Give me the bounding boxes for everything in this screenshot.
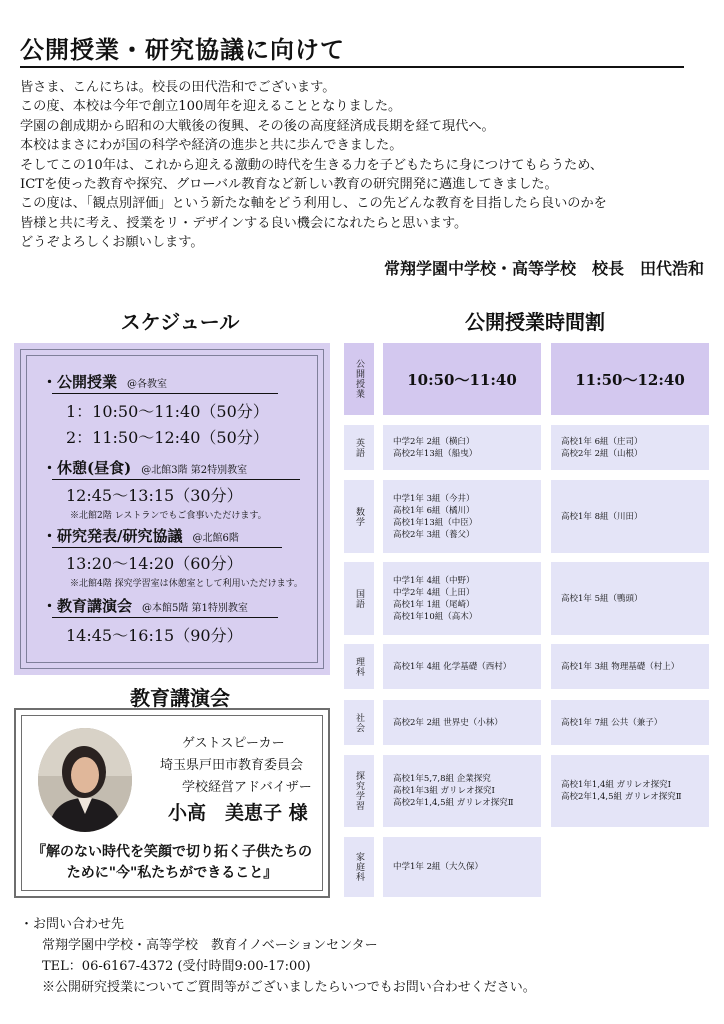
subject-science: 理科 [344,644,374,689]
section-underline [52,479,300,480]
class-entry: 高校1年1,4組 ガリレオ探究Ⅰ [561,780,671,790]
contact-phone: TEL：06-6167-4372 (受付時間9:00-17:00) [42,959,311,974]
class-entry: 高校1年 6組（橘川） [393,505,475,516]
schedule-section-lunch [42,457,247,478]
subject-math: 数学 [344,480,374,553]
timetable-slot-2: 11:50～12:40 [551,343,709,415]
class-entry: 高校2年 3組（養父） [393,529,475,540]
class-cell [551,480,709,553]
schedule-time: 12:45～13:15（30分） [66,486,243,505]
timetable-header-label: 公開授業 [344,343,374,415]
class-entry: 高校1年 3組 物理基礎（村上） [561,661,680,672]
class-entry: 高校2年1,4,5組 ガリレオ探究Ⅱ [393,798,514,808]
class-cell [551,425,709,470]
lecture-title-line: ために"今"私たちができること』 [66,865,278,881]
section-underline [52,617,278,618]
schedule-panel [14,343,330,675]
section-label: ・研究発表/研究協議 [42,527,183,545]
lecture-title [24,842,320,884]
greeting-line: 本校はまさにわが国の科学や経済の進歩と共に歩んできました。 [20,138,403,154]
speaker-photo [38,728,132,832]
schedule-heading: スケジュール [120,310,240,334]
class-entry: 高校1年 8組（川田） [561,511,643,522]
class-entry: 高校2年13組（船曳） [393,448,478,459]
class-entry: 高校1年 4組 化学基礎（西村） [393,661,512,672]
section-label: ・休憩(昼食) [42,459,132,477]
class-entry: 高校1年5,7,8組 企業探究 [393,774,491,784]
subject-inquiry: 探究学習 [344,755,374,827]
class-entry: 高校2年 2組（山根） [561,448,643,459]
timetable-heading: 公開授業時間割 [465,310,605,334]
principal-signature: 常翔学園中学校・高等学校 校長 田代浩和 [383,259,704,278]
class-entry: 高校1年13組（中臣） [393,517,478,528]
class-entry: 高校1年 7組 公共（兼子） [561,717,663,728]
speaker-role: ゲストスピーカー [182,736,285,751]
class-entry: 高校1年 5組（鴨頭） [561,593,643,604]
section-label: ・教育講演会 [42,597,133,615]
greeting-text [20,78,710,253]
class-cell [551,755,709,827]
section-location: @北館3階 第2特別教室 [141,465,248,476]
class-entry: 中学1年 4組（中野） [393,575,475,586]
class-entry: 高校1年 1組（尾崎） [393,599,475,610]
contact-note: ※公開研究授業についてご質問等がございましたらいつでもお問い合わせください。 [42,980,536,995]
class-entry: 中学2年 2組（横臼） [393,436,475,447]
speaker-organization: 埼玉県戸田市教育委員会 [160,758,304,773]
schedule-section-open-class [42,371,167,392]
schedule-note: ※北館2階 レストランでもご食事いただけます。 [70,511,267,521]
class-cell [383,644,541,689]
section-underline [52,393,278,394]
greeting-line: この度、本校は今年で創立100周年を迎えることとなりました。 [20,99,402,115]
class-entry: 高校2年1,4,5組 ガリレオ探究Ⅱ [561,792,682,802]
class-cell [551,644,709,689]
class-cell [383,700,541,745]
class-cell [383,562,541,635]
contact-info [20,914,536,998]
greeting-line: この度は、「観点別評価」という新たな軸をどう利用し、この先どんな教育を目指したら良いのかを [20,196,607,212]
section-underline [52,547,282,548]
class-entry: 高校1年 6組（庄司） [561,436,643,447]
class-cell [383,425,541,470]
class-entry: 中学2年 4組（上田） [393,587,475,598]
contact-heading: ・お問い合わせ先 [20,917,125,932]
lecture-title-line: 『解のない時代を笑顔で切り拓く子供たちの [32,844,312,860]
schedule-note: ※北館4階 探究学習室は休憩室として利用いただけます。 [70,579,303,589]
greeting-line: ICTを使った教育や探究、グローバル教育など新しい教育の研究開発に邁進してきました。 [20,177,558,193]
class-entry: 中学1年 2組（大久保） [393,862,484,872]
schedule-time: 2：11:50～12:40（50分） [66,428,269,447]
class-entry: 高校2年 2組 世界史（小林） [393,717,503,728]
greeting-line: そしてこの10年は、これから迎える激動の時代を生きる力を子どもたちに身につけてもらうため、 [20,157,604,173]
class-cell [383,837,541,897]
section-location: @北館6階 [192,533,239,544]
subject-home-economics: 家庭科 [344,837,374,897]
speaker-position: 学校経営アドバイザー [182,780,312,795]
section-location: @本館5階 第1特別教室 [142,603,248,614]
lecture-panel [14,708,330,898]
section-label: ・公開授業 [42,373,118,391]
contact-organization: 常翔学園中学校・高等学校 教育イノベーションセンター [42,938,378,953]
subject-english: 英語 [344,425,374,470]
class-cell [551,700,709,745]
schedule-time: 13:20～14:20（60分） [66,554,243,573]
lecture-heading: 教育講演会 [130,686,230,710]
subject-social: 社会 [344,700,374,745]
speaker-name: 小高 美恵子 様 [168,802,308,824]
subject-japanese: 国語 [344,562,374,635]
greeting-line: どうぞよろしくお願いします。 [20,235,204,251]
greeting-line: 学園の創成期から昭和の大戦後の復興、その後の高度経済成長期を経て現代へ。 [20,118,495,134]
class-cell [383,755,541,827]
schedule-section-lecture [42,595,248,616]
class-entry: 中学1年 3組（今井） [393,493,475,504]
title-underline [20,66,684,68]
section-location: @各教室 [127,379,168,390]
schedule-section-research [42,525,239,546]
class-cell [551,562,709,635]
class-entry: 高校1年10組（高木） [393,611,478,622]
timetable-slot-1: 10:50～11:40 [383,343,541,415]
class-entry: 高校1年3組 ガリレオ探究Ⅰ [393,786,495,796]
page-title: 公開授業・研究協議に向けて [20,35,345,64]
class-cell [383,480,541,553]
schedule-time: 1：10:50～11:40（50分） [66,402,269,421]
greeting-line: 皆さま、こんにちは。校長の田代浩和でございます。 [20,80,336,95]
greeting-line: 皆様と共に考え、授業をリ・デザインする良い機会になれたらと思います。 [20,215,468,231]
schedule-time: 14:45～16:15（90分） [66,626,243,645]
